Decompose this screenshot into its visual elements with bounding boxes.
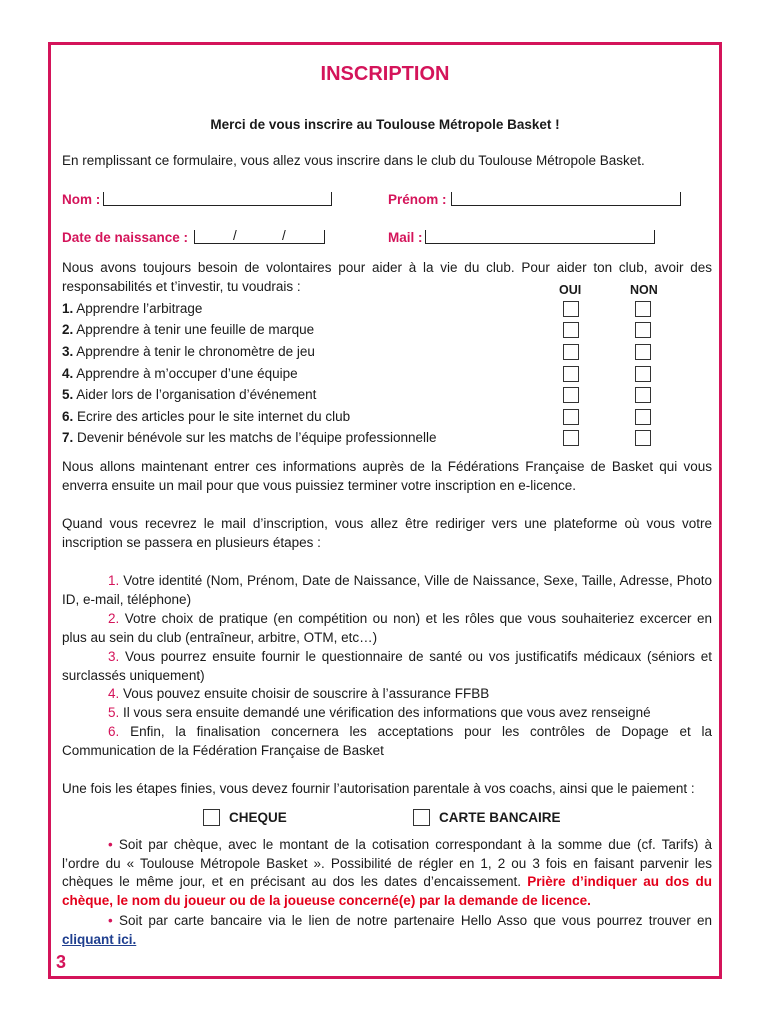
step-number: 2. bbox=[108, 611, 120, 626]
checkbox-non[interactable] bbox=[635, 322, 651, 338]
step-number: 1. bbox=[108, 573, 120, 588]
payment-link[interactable]: cliquant ici. bbox=[62, 931, 137, 947]
item-text: Aider lors de l’organisation d’événement bbox=[76, 387, 317, 402]
step-text: Votre identité (Nom, Prénom, Date de Naissance, Ville de Naissance, Sexe, Taille, Adresse, Photo ID, e-mail, téléphone) bbox=[62, 573, 712, 607]
page-number: 3 bbox=[56, 952, 67, 972]
card-instructions bbox=[62, 912, 712, 949]
checkbox-oui[interactable] bbox=[563, 322, 579, 338]
item-text: Apprendre à m’occuper d’une équipe bbox=[76, 366, 298, 381]
ffbb-paragraph: Nous allons maintenant entrer ces informations auprès de la Fédérations Française de Basket qui vous enverra ensuite un mail pour que vous puissiez terminer votre inscription en e-licence. bbox=[62, 459, 712, 493]
card-text: Soit par carte bancaire via le lien de notre partenaire Hello Asso que vous pourrez trouver en bbox=[118, 913, 712, 928]
checkbox-oui[interactable] bbox=[563, 430, 579, 446]
checkbox-non[interactable] bbox=[635, 409, 651, 425]
step-text: Vous pourrez ensuite fournir le questionnaire de santé ou vos justificatifs médicaux (séniors et surclassés uniquement) bbox=[62, 649, 712, 683]
carte-bancaire-label: CARTE BANCAIRE bbox=[439, 810, 561, 825]
step-text: Vous pouvez ensuite choisir de souscrire à l’assurance FFBB bbox=[123, 686, 490, 701]
date-separator: / bbox=[233, 228, 237, 243]
step-number: 4. bbox=[108, 686, 120, 701]
checkbox-oui[interactable] bbox=[563, 366, 579, 382]
volunteer-intro: Nous avons toujours besoin de volontaires pour aider à la vie du club. Pour aider ton club, avoir des responsabilités et t’investir, tu voudrais : bbox=[62, 260, 712, 294]
step-text: Enfin, la finalisation concernera les acceptations pour les contrôles de Dopage et la Communication de la Fédération Française de Basket bbox=[62, 724, 712, 758]
step-number: 3. bbox=[108, 649, 120, 664]
checkbox-non[interactable] bbox=[635, 344, 651, 360]
item-number: 4. bbox=[62, 366, 74, 381]
step-item bbox=[62, 610, 712, 647]
volunteer-item bbox=[62, 344, 315, 359]
item-number: 3. bbox=[62, 344, 74, 359]
item-text: Devenir bénévole sur les matchs de l’équipe professionnelle bbox=[77, 430, 437, 445]
checkbox-oui[interactable] bbox=[563, 409, 579, 425]
payment-intro: Une fois les étapes finies, vous devez fournir l’autorisation parentale à vos coachs, ainsi que le paiement : bbox=[62, 781, 695, 796]
checkbox-non[interactable] bbox=[635, 430, 651, 446]
bullet: • bbox=[108, 837, 113, 852]
step-text: Il vous sera ensuite demandé une vérification des informations que vous avez renseigné bbox=[123, 705, 651, 720]
item-number: 6. bbox=[62, 409, 74, 424]
intro-paragraph: En remplissant ce formulaire, vous allez vous inscrire dans le club du Toulouse Métropole Basket. bbox=[62, 153, 645, 168]
date-naissance-field[interactable] bbox=[194, 230, 325, 244]
item-number: 2. bbox=[62, 322, 74, 337]
volunteer-item bbox=[62, 409, 350, 424]
column-header-oui: OUI bbox=[559, 283, 582, 297]
step-number: 6. bbox=[108, 724, 120, 739]
mail-field[interactable] bbox=[425, 230, 655, 244]
step-item bbox=[62, 723, 712, 760]
step-item bbox=[62, 572, 712, 609]
page-title: INSCRIPTION bbox=[320, 63, 450, 85]
volunteer-item bbox=[62, 301, 202, 316]
step-text: Votre choix de pratique (en compétition ou non) et les rôles que vous souhaiteriez excercer en plus au sein du club (entraîneur, arbitre, OTM, etc…) bbox=[62, 611, 712, 645]
checkbox-oui[interactable] bbox=[563, 387, 579, 403]
item-number: 7. bbox=[62, 430, 74, 445]
welcome-message: Merci de vous inscrire au Toulouse Métropole Basket ! bbox=[210, 117, 560, 132]
nom-label: Nom : bbox=[62, 192, 101, 207]
checkbox-carte-bancaire[interactable] bbox=[413, 809, 430, 826]
step-item bbox=[62, 704, 712, 723]
prenom-label: Prénom : bbox=[388, 192, 447, 207]
step-number: 5. bbox=[108, 705, 120, 720]
volunteer-item bbox=[62, 366, 298, 381]
item-text: Apprendre à tenir une feuille de marque bbox=[76, 322, 315, 337]
checkbox-oui[interactable] bbox=[563, 344, 579, 360]
item-text: Ecrire des articles pour le site internet du club bbox=[77, 409, 351, 424]
nom-field[interactable] bbox=[103, 192, 332, 206]
date-naissance-label: Date de naissance : bbox=[62, 230, 189, 245]
item-text: Apprendre à tenir le chronomètre de jeu bbox=[76, 344, 315, 359]
volunteer-item bbox=[62, 322, 314, 337]
date-separator: / bbox=[282, 228, 286, 243]
checkbox-non[interactable] bbox=[635, 301, 651, 317]
item-number: 1. bbox=[62, 301, 74, 316]
mail-label: Mail : bbox=[388, 230, 423, 245]
step-item bbox=[62, 685, 712, 704]
checkbox-oui[interactable] bbox=[563, 301, 579, 317]
bullet: • bbox=[108, 913, 113, 928]
checkbox-cheque[interactable] bbox=[203, 809, 220, 826]
steps-intro: Quand vous recevrez le mail d’inscription, vous allez être rediriger vers une plateforme où vous votre inscription se passera en plusieurs étapes : bbox=[62, 516, 712, 550]
prenom-field[interactable] bbox=[451, 192, 681, 206]
volunteer-item bbox=[62, 430, 437, 445]
cheque-text: Soit par chèque, avec le montant de la cotisation correspondant à la somme due (cf. Tarifs) à l’ordre du « Toulouse Métropole Basket ». Possibilité de régler en 1, 2 ou 3 fois en faisant parvenir les chèques le même jour, et en précisant au dos les dates d’encaissement. bbox=[62, 837, 712, 889]
column-header-non: NON bbox=[630, 283, 658, 297]
cheque-warning: Prière d’indiquer au dos du chèque, le nom du joueur ou de la joueuse concerné(e) par la demande de licence. bbox=[62, 874, 712, 908]
item-number: 5. bbox=[62, 387, 74, 402]
checkbox-non[interactable] bbox=[635, 366, 651, 382]
checkbox-non[interactable] bbox=[635, 387, 651, 403]
volunteer-item bbox=[62, 387, 316, 402]
item-text: Apprendre l’arbitrage bbox=[76, 301, 203, 316]
cheque-label: CHEQUE bbox=[229, 810, 287, 825]
cheque-instructions bbox=[62, 836, 712, 910]
step-item bbox=[62, 648, 712, 685]
